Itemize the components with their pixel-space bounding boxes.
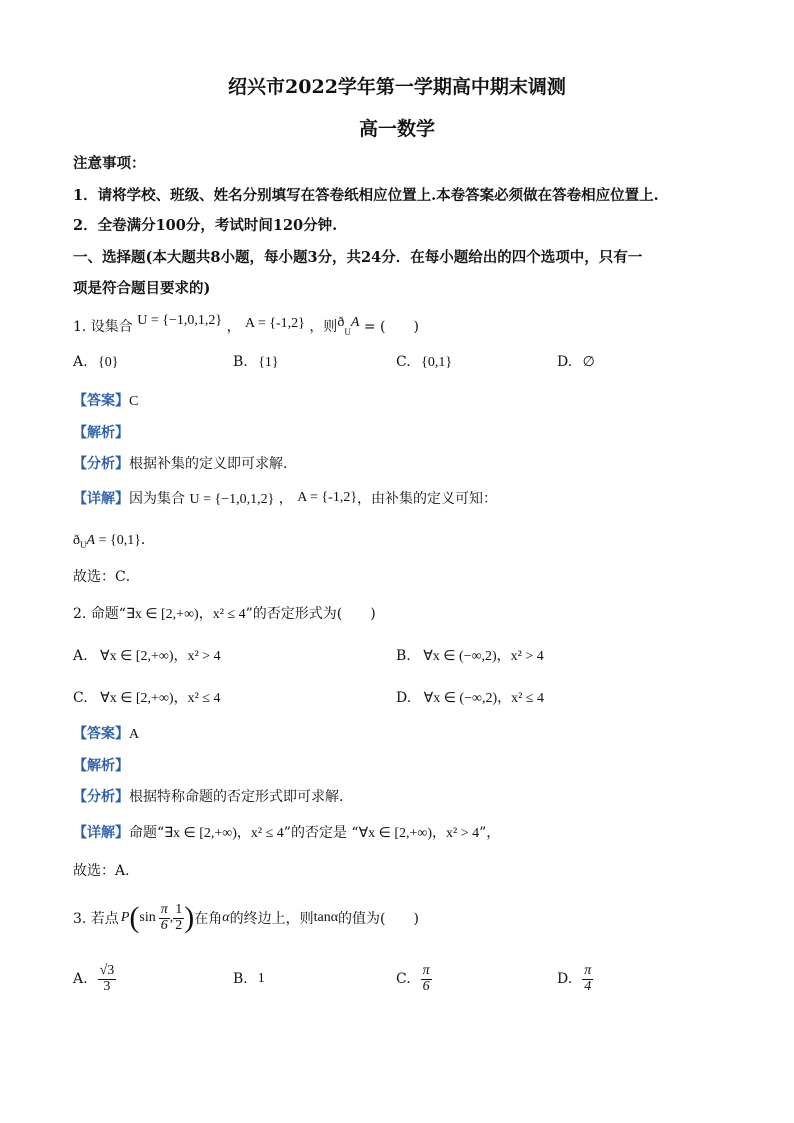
- option-label: B.: [233, 971, 248, 987]
- option-value: ∅: [582, 355, 595, 370]
- question-3-text: 在角: [194, 911, 223, 927]
- option-value: {0}: [98, 355, 119, 370]
- question-1-var-a: A: [350, 315, 360, 330]
- result-var-a: A: [86, 533, 96, 548]
- option-label: B.: [233, 354, 248, 370]
- fraction-numerator: 1: [175, 901, 183, 917]
- detail-tag: 【详解】: [73, 825, 129, 841]
- question-2-option-b: [396, 645, 544, 665]
- option-value: {0,1}: [421, 355, 453, 370]
- question-3-tail: 的值为( ): [338, 911, 419, 927]
- question-2-answer: [73, 723, 139, 743]
- left-paren: (: [129, 901, 140, 934]
- question-2-conclusion: 故选：A．: [73, 863, 140, 879]
- option-value: 1: [257, 971, 265, 986]
- fraction-numerator: √3: [99, 962, 115, 978]
- fraction-numerator: π: [160, 901, 168, 917]
- fraction-numerator: π: [584, 962, 592, 978]
- question-1-option-d: [557, 354, 595, 371]
- option-label: A.: [73, 648, 88, 664]
- fraction-denominator: 4: [584, 978, 592, 994]
- section-heading-line1: 一、选择题(本大题共8小题，每小题3分，共24分．在每小题给出的四个选项中，只有一: [73, 249, 643, 266]
- question-2-detail: [73, 822, 500, 842]
- question-1-option-b: [233, 354, 279, 371]
- option-fraction: [98, 964, 117, 994]
- question-1-answer: [73, 390, 138, 410]
- question-1-result: $ð_UA = \{0,1\}$．: [73, 532, 155, 550]
- question-1-sep: ，: [226, 319, 241, 335]
- option-value: ∀x ∈ [2,+∞)，x² > 4: [100, 649, 221, 664]
- option-value: ∀x ∈ (−∞,2)，x² > 4: [423, 649, 544, 664]
- question-1-tail: = ( ): [359, 319, 419, 335]
- detail-tag: 【详解】: [73, 491, 129, 507]
- question-2-prefix: 2. 命题“: [73, 606, 126, 622]
- question-1-prefix: 1. 设集合: [73, 319, 133, 335]
- question-2-stem: [73, 603, 376, 623]
- option-label: C.: [396, 971, 411, 987]
- pi-over-6: [159, 903, 170, 933]
- fraction-denominator: 6: [422, 978, 430, 994]
- detail-set-u: U = {−1,0,1,2}: [189, 492, 275, 507]
- fraction-numerator: π: [422, 962, 430, 978]
- answer-value: A: [129, 727, 140, 742]
- option-fraction: [582, 964, 593, 994]
- option-label: A.: [73, 354, 88, 370]
- question-3-option-d: [557, 957, 593, 1001]
- option-fraction: [421, 964, 432, 994]
- answer-tag: 【答案】: [73, 393, 129, 409]
- question-2-proposition: ∃x ∈ [2,+∞)，x² ≤ 4: [125, 607, 246, 622]
- fenxi-tag: 【分析】: [73, 789, 129, 805]
- question-3-prefix: 3. 若点: [73, 911, 119, 927]
- fraction-denominator: 6: [160, 917, 168, 933]
- question-1-detail: [73, 488, 497, 508]
- question-1-fenxi: [73, 453, 287, 473]
- question-1-set-a: A = {-1,2}: [245, 316, 305, 331]
- option-label: D.: [396, 690, 412, 706]
- question-1-analysis-tag: [73, 422, 129, 442]
- alpha-symbol: α: [222, 910, 230, 925]
- question-2-fenxi: [73, 786, 343, 806]
- question-3-point: P: [120, 910, 130, 925]
- question-3-option-b: [233, 957, 265, 1001]
- question-1-option-a: [73, 354, 118, 371]
- right-paren: ): [184, 901, 195, 934]
- answer-value: C: [129, 394, 139, 409]
- fraction-denominator: 3: [103, 978, 111, 994]
- detail-text-3: ”，: [479, 825, 501, 841]
- complement-symbol: ð: [337, 315, 345, 330]
- option-label: C.: [396, 354, 411, 370]
- detail-negation: ∀x ∈ [2,+∞)，x² > 4: [358, 826, 480, 841]
- question-1-stem: [73, 313, 419, 337]
- question-2-option-c: [73, 687, 220, 707]
- one-half: [173, 903, 184, 933]
- fenxi-text: 根据补集的定义即可求解.: [129, 456, 288, 472]
- fenxi-tag: 【分析】: [73, 456, 129, 472]
- option-value: {1}: [258, 355, 279, 370]
- question-3-option-c: [396, 957, 432, 1001]
- fenxi-text: 根据特称命题的否定形式即可求解.: [129, 789, 344, 805]
- detail-sep: ，: [278, 491, 293, 507]
- question-2-option-a: [73, 645, 221, 665]
- option-label: D.: [557, 354, 573, 370]
- detail-text: 命题“: [129, 825, 165, 841]
- question-1-option-c: [396, 354, 452, 371]
- question-1-set-u: U = {−1,0,1,2}: [137, 313, 223, 328]
- detail-text-2: ”的否定是 “: [283, 825, 359, 841]
- analysis-tag: 【解析】: [73, 425, 129, 441]
- option-value: ∀x ∈ (−∞,2)，x² ≤ 4: [423, 691, 544, 706]
- notice-heading: 注意事项：: [73, 155, 146, 172]
- complement-symbol: ð: [73, 533, 80, 548]
- question-3-stem: 3. 若点 P ( sin $\frac{\pi}{6}$ , $\frac{1}{2}$ ) 在角 α 的终边上，则 tanα 的值为( ): [73, 901, 419, 934]
- complement-subscript: U: [344, 326, 351, 337]
- question-3-option-a: [73, 957, 116, 1001]
- section-heading-line2: 项是符合题目要求的): [73, 280, 211, 297]
- detail-text-2: ，由补集的定义可知：: [357, 491, 498, 507]
- tan-alpha: tanα: [313, 910, 339, 925]
- question-1-mid: ，则: [309, 319, 338, 335]
- question-2-suffix: ”的否定形式为( ): [245, 606, 376, 622]
- sin-label: sin: [139, 910, 156, 925]
- exam-subtitle: 高一数学: [358, 118, 435, 140]
- answer-tag: 【答案】: [73, 726, 129, 742]
- question-3-text-2: 的终边上，则: [229, 911, 314, 927]
- detail-text: 因为集合: [129, 491, 185, 507]
- notice-item-2: 2．全卷满分100分，考试时间120分钟.: [73, 217, 338, 234]
- option-label: C.: [73, 690, 88, 706]
- analysis-tag: 【解析】: [73, 758, 129, 774]
- question-2-option-d: [396, 687, 544, 707]
- option-value: ∀x ∈ [2,+∞)，x² ≤ 4: [100, 691, 221, 706]
- complement-subscript: U: [80, 539, 87, 550]
- question-2-analysis-tag: [73, 755, 129, 775]
- option-label: B.: [396, 648, 411, 664]
- notice-item-1: 1．请将学校、班级、姓名分别填写在答卷纸相应位置上.本卷答案必须做在答卷相应位置上.: [73, 187, 659, 204]
- result-value: {0,1}: [109, 533, 141, 548]
- exam-title: 绍兴市2022学年第一学期高中期末调测: [228, 76, 566, 98]
- question-1-conclusion: 故选：C．: [73, 569, 140, 585]
- fraction-denominator: 2: [175, 917, 183, 933]
- detail-proposition: ∃x ∈ [2,+∞)，x² ≤ 4: [164, 826, 284, 841]
- detail-set-a: A = {-1,2}: [297, 490, 358, 505]
- result-tail: ．: [140, 532, 155, 548]
- option-label: D.: [557, 971, 573, 987]
- option-label: A.: [73, 971, 88, 987]
